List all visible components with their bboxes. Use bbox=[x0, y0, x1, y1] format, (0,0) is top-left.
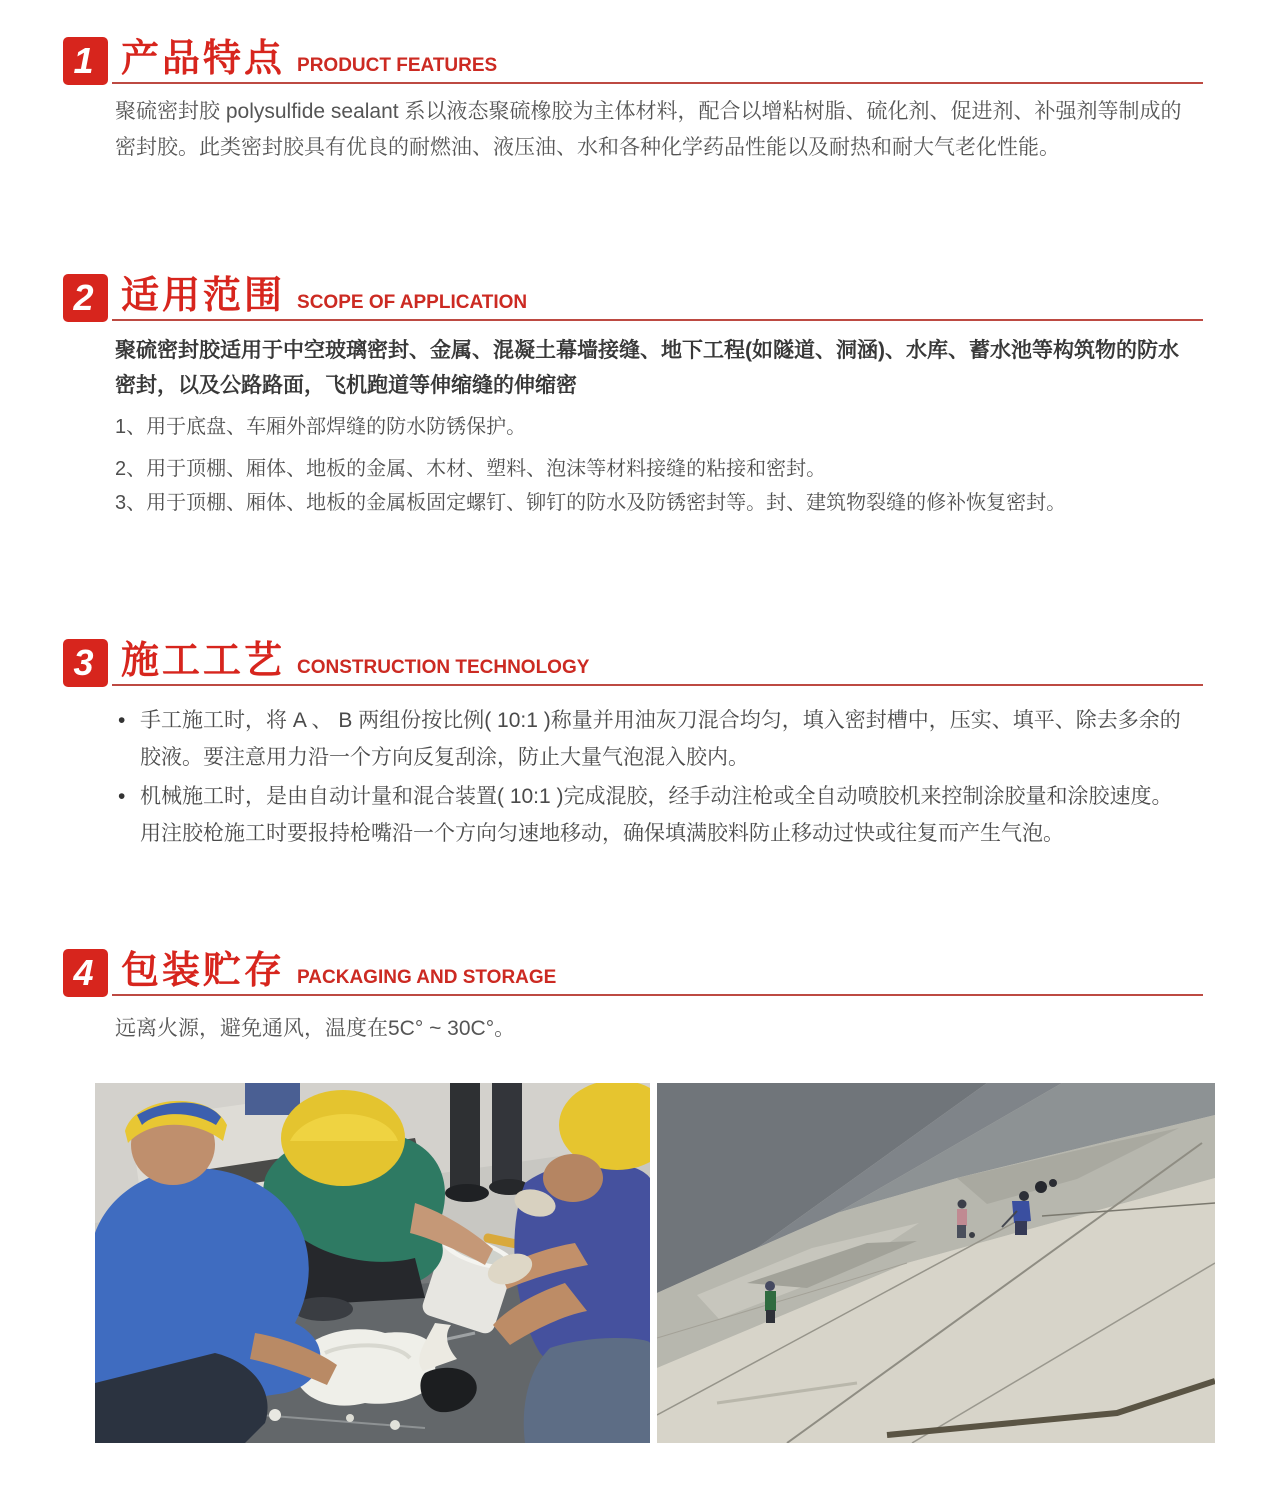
section-title-en: PRODUCT FEATURES bbox=[297, 55, 498, 76]
bullet-text: 手工施工时，将 A 、 B 两组份按比例( 10:1 )称量并用油灰刀混合均匀，填入密封槽中，压实、填平、除去多余的胶液。要注意用力沿一个方向反复刮涂，防止大量气泡混入胶内。 bbox=[140, 709, 1181, 769]
section-paragraph: 远离火源，避免通风，温度在5C° ~ 30C°。 bbox=[115, 1017, 516, 1040]
section-header bbox=[63, 37, 1203, 85]
section-scope-of-application bbox=[63, 274, 1203, 518]
bullet-dot-icon: • bbox=[118, 785, 126, 808]
section-paragraph: 聚硫密封胶 polysulfide sealant 系以液态聚硫橡胶为主体材料，配合以增粘树脂、硫化剂、促进剂、补强剂等制成的密封胶。此类密封胶具有优良的耐燃油、液压油、水和各种化学药品性能以及耐热和耐大气老化性能。 bbox=[115, 100, 1182, 159]
bullet-list bbox=[118, 702, 1188, 852]
list-item: 2、用于顶棚、厢体、地板的金属、木材、塑料、泡沫等材料接缝的粘接和密封。 bbox=[115, 458, 827, 480]
photo-row bbox=[95, 1083, 1215, 1443]
bullet-item bbox=[118, 778, 1188, 852]
bullet-text: 机械施工时，是由自动计量和混合装置( 10:1 )完成混胶，经手动注枪或全自动喷胶机来控制涂胶量和涂胶速度。用注胶枪施工时要报持枪嘴沿一个方向匀速地移动，确保填满胶料防止移动过快或往复而产生气泡。 bbox=[140, 785, 1173, 845]
bullet-dot-icon: • bbox=[118, 709, 126, 732]
header-underline bbox=[112, 82, 1203, 84]
section-title-zh: 适用范围 bbox=[121, 275, 286, 317]
section-title-en: PACKAGING AND STORAGE bbox=[297, 967, 557, 988]
section-header bbox=[63, 949, 1203, 997]
list-item: 3、用于顶棚、厢体、地板的金属板固定螺钉、铆钉的防水及防锈密封等。封、建筑物裂缝的修补恢复密封。 bbox=[115, 492, 1067, 514]
section-title-zh: 包装贮存 bbox=[121, 950, 286, 992]
bullet-item bbox=[118, 702, 1188, 776]
workers-mixing-sealant-photo bbox=[95, 1083, 650, 1443]
section-header bbox=[63, 639, 1203, 687]
header-titles bbox=[121, 264, 527, 319]
section-number-badge: 3 bbox=[63, 639, 108, 687]
section-title-zh: 产品特点 bbox=[121, 38, 286, 80]
header-underline bbox=[112, 994, 1203, 996]
header-titles bbox=[121, 939, 556, 994]
section-title-zh: 施工工艺 bbox=[121, 640, 286, 682]
application-list bbox=[115, 412, 1183, 518]
section-construction-technology bbox=[63, 639, 1203, 854]
section-number-badge: 4 bbox=[63, 949, 108, 997]
section-number-badge: 1 bbox=[63, 37, 108, 85]
section-title-en: CONSTRUCTION TECHNOLOGY bbox=[297, 657, 590, 678]
concrete-slope-construction-photo bbox=[657, 1083, 1215, 1443]
section-number-badge: 2 bbox=[63, 274, 108, 322]
section-product-features bbox=[63, 37, 1203, 166]
section-header bbox=[63, 274, 1203, 322]
section-lead-paragraph: 聚硫密封胶适用于中空玻璃密封、金属、混凝土幕墙接缝、地下工程(如隧道、洞涵)、水库、蓄水池等构筑物的防水密封，以及公路路面，飞机跑道等伸缩缝的伸缩密 bbox=[115, 339, 1179, 397]
header-underline bbox=[112, 684, 1203, 686]
section-title-en: SCOPE OF APPLICATION bbox=[297, 292, 528, 313]
section-packaging-and-storage bbox=[63, 949, 1203, 1047]
list-item: 1、用于底盘、车厢外部焊缝的防水防锈保护。 bbox=[115, 416, 527, 438]
header-titles bbox=[121, 27, 497, 82]
header-underline bbox=[112, 319, 1203, 321]
header-titles bbox=[121, 629, 589, 684]
